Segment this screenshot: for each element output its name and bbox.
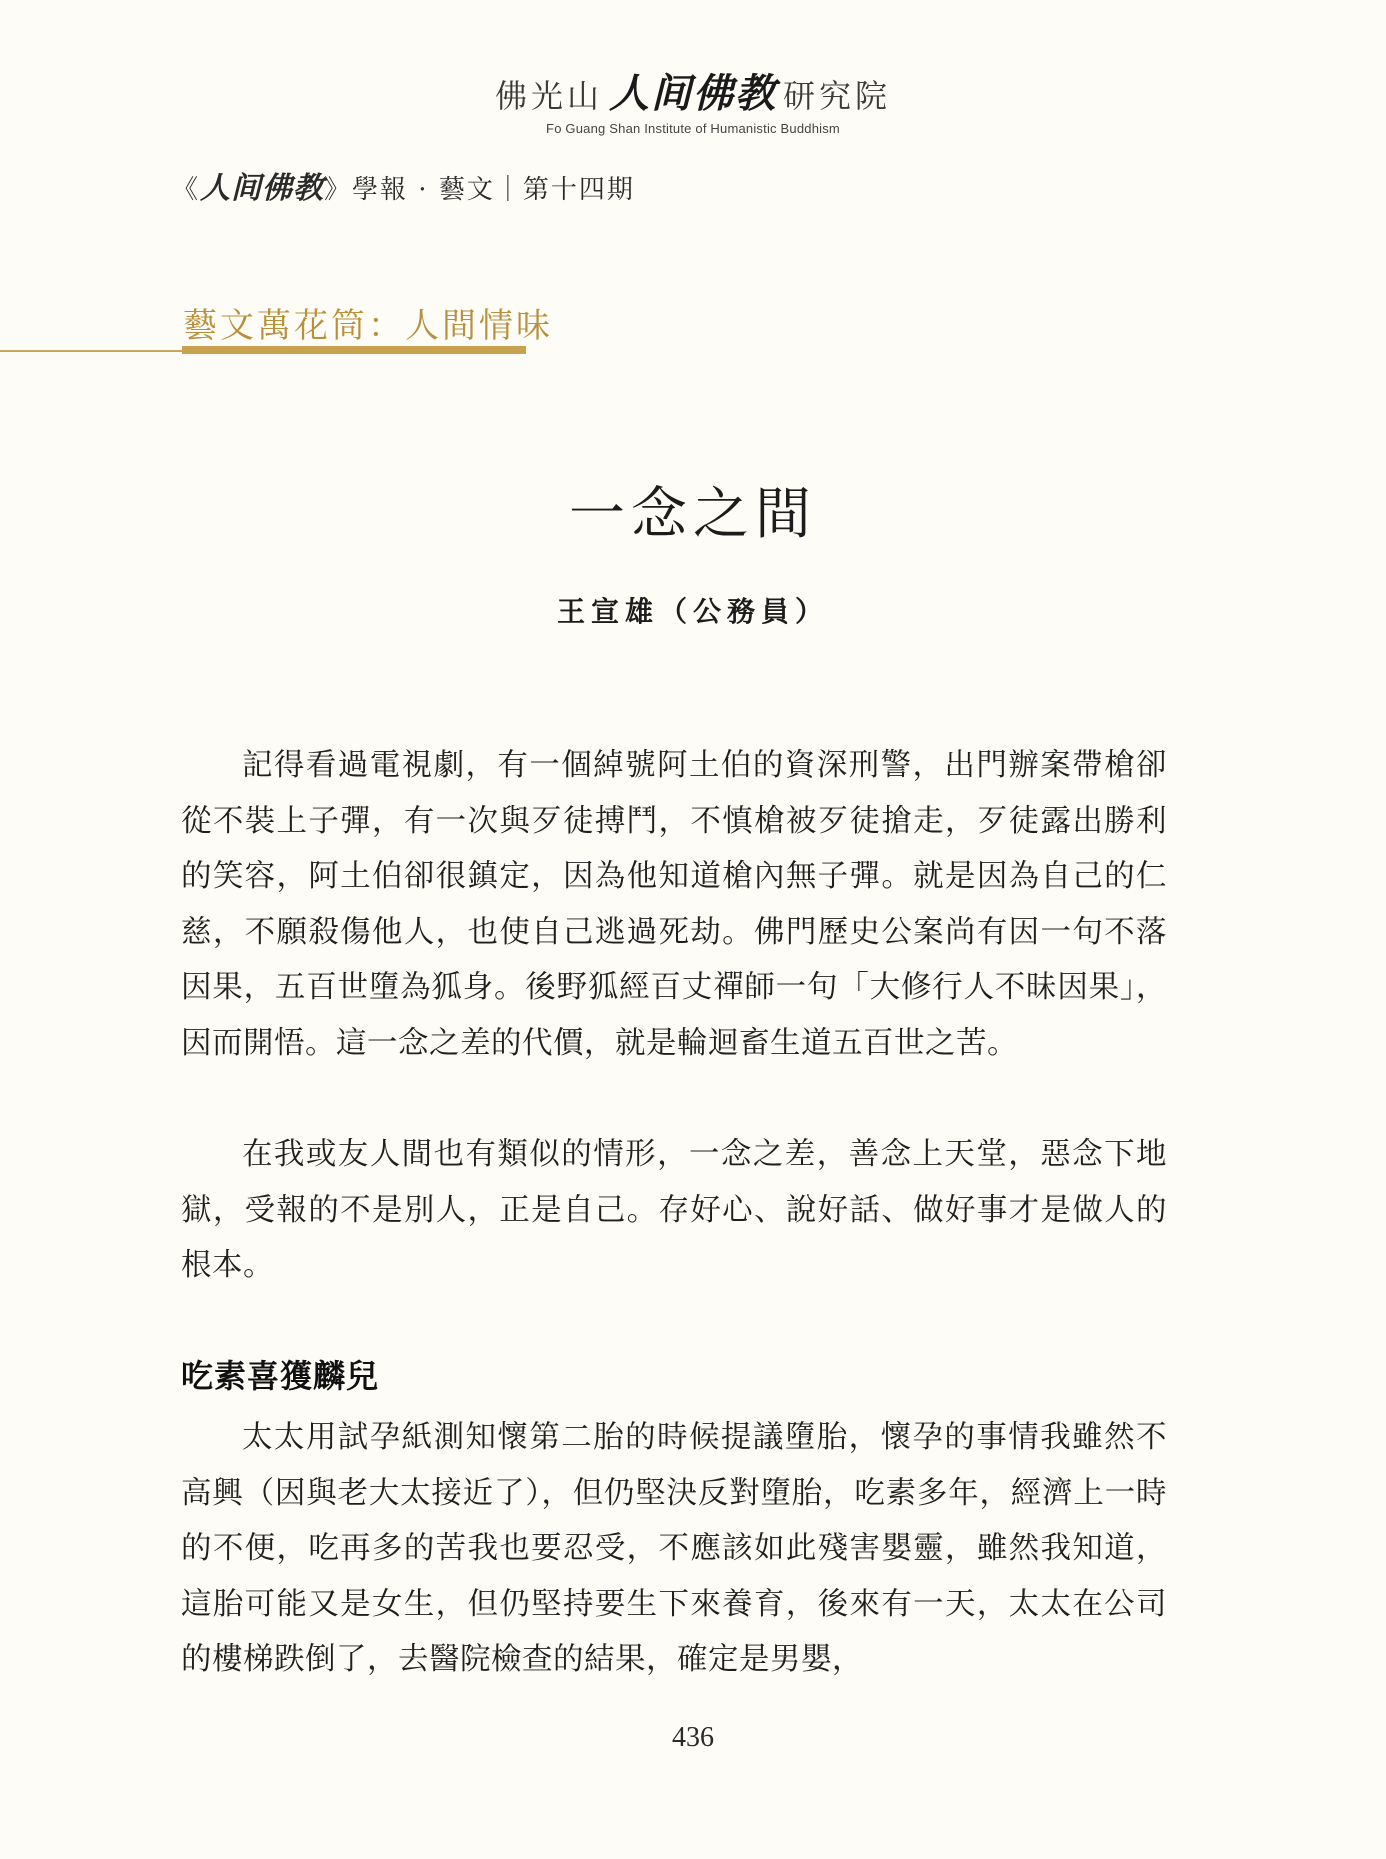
section-divider-bar (182, 346, 526, 354)
institute-header (0, 62, 1386, 136)
article-author: 王宣雄（公務員） (556, 595, 829, 628)
paragraph-text: 記得看過電視劇，有一個綽號阿土伯的資深刑警，出門辦案帶槍卻從不裝上子彈，有一次與歹徒搏鬥，不慎槍被歹徒搶走，歹徒露出勝利的笑容，阿土伯卻很鎮定，因為他知道槍內無子彈。就是因為自己的仁慈，不願殺傷他人，也使自己逃過死劫。佛門歷史公案尚有因一句不落因果，五百世墮為狐身。後野狐經百丈禪師一句「大修行人不昧因果」，因而開悟。這一念之差的代價，就是輪迴畜生道五百世之苦。 (181, 748, 1167, 1061)
journal-bracket-open: 《 (172, 175, 201, 205)
body-paragraph-3 (181, 1410, 1167, 1688)
institute-name (0, 62, 1386, 119)
institute-logo-mark: 人间佛教 (609, 71, 777, 117)
journal-name-mark: 人间佛教 (200, 171, 325, 206)
journal-bracket-close: 》 (324, 175, 353, 205)
paragraph-text: 在我或友人間也有類似的情形，一念之差，善念上天堂，惡念下地獄，受報的不是別人，正是自己。存好心、說好話、做好事才是做人的根本。 (181, 1137, 1167, 1283)
article-title: 一念之間 (569, 482, 817, 547)
section-title: 藝文萬花筒：人間情味 (183, 306, 553, 346)
page-number: 436 (672, 1722, 714, 1753)
body-paragraph-1 (181, 738, 1167, 1071)
paragraph-text: 太太用試孕紙測知懷第二胎的時候提議墮胎，懷孕的事情我雖然不高興（因與老大太接近了），但仍堅決反對墮胎，吃素多年，經濟上一時的不便，吃再多的苦我也要忍受，不應該如此殘害嬰靈，雖然我知道，這胎可能又是女生，但仍堅持要生下來養育，後來有一天，太太在公司的樓梯跌倒了，去醫院檢查的結果，確定是男嬰， (181, 1420, 1167, 1677)
journal-running-header (172, 163, 635, 207)
journal-issue-info: 學報 · 藝文｜第十四期 (352, 175, 635, 205)
article-subheading: 吃素喜獲麟兒 (181, 1357, 380, 1395)
institute-english-name: Fo Guang Shan Institute of Humanistic Buddhism (546, 121, 840, 136)
body-paragraph-2 (181, 1127, 1167, 1294)
institute-prefix: 佛光山 (494, 77, 603, 115)
institute-suffix: 研究院 (783, 77, 892, 115)
